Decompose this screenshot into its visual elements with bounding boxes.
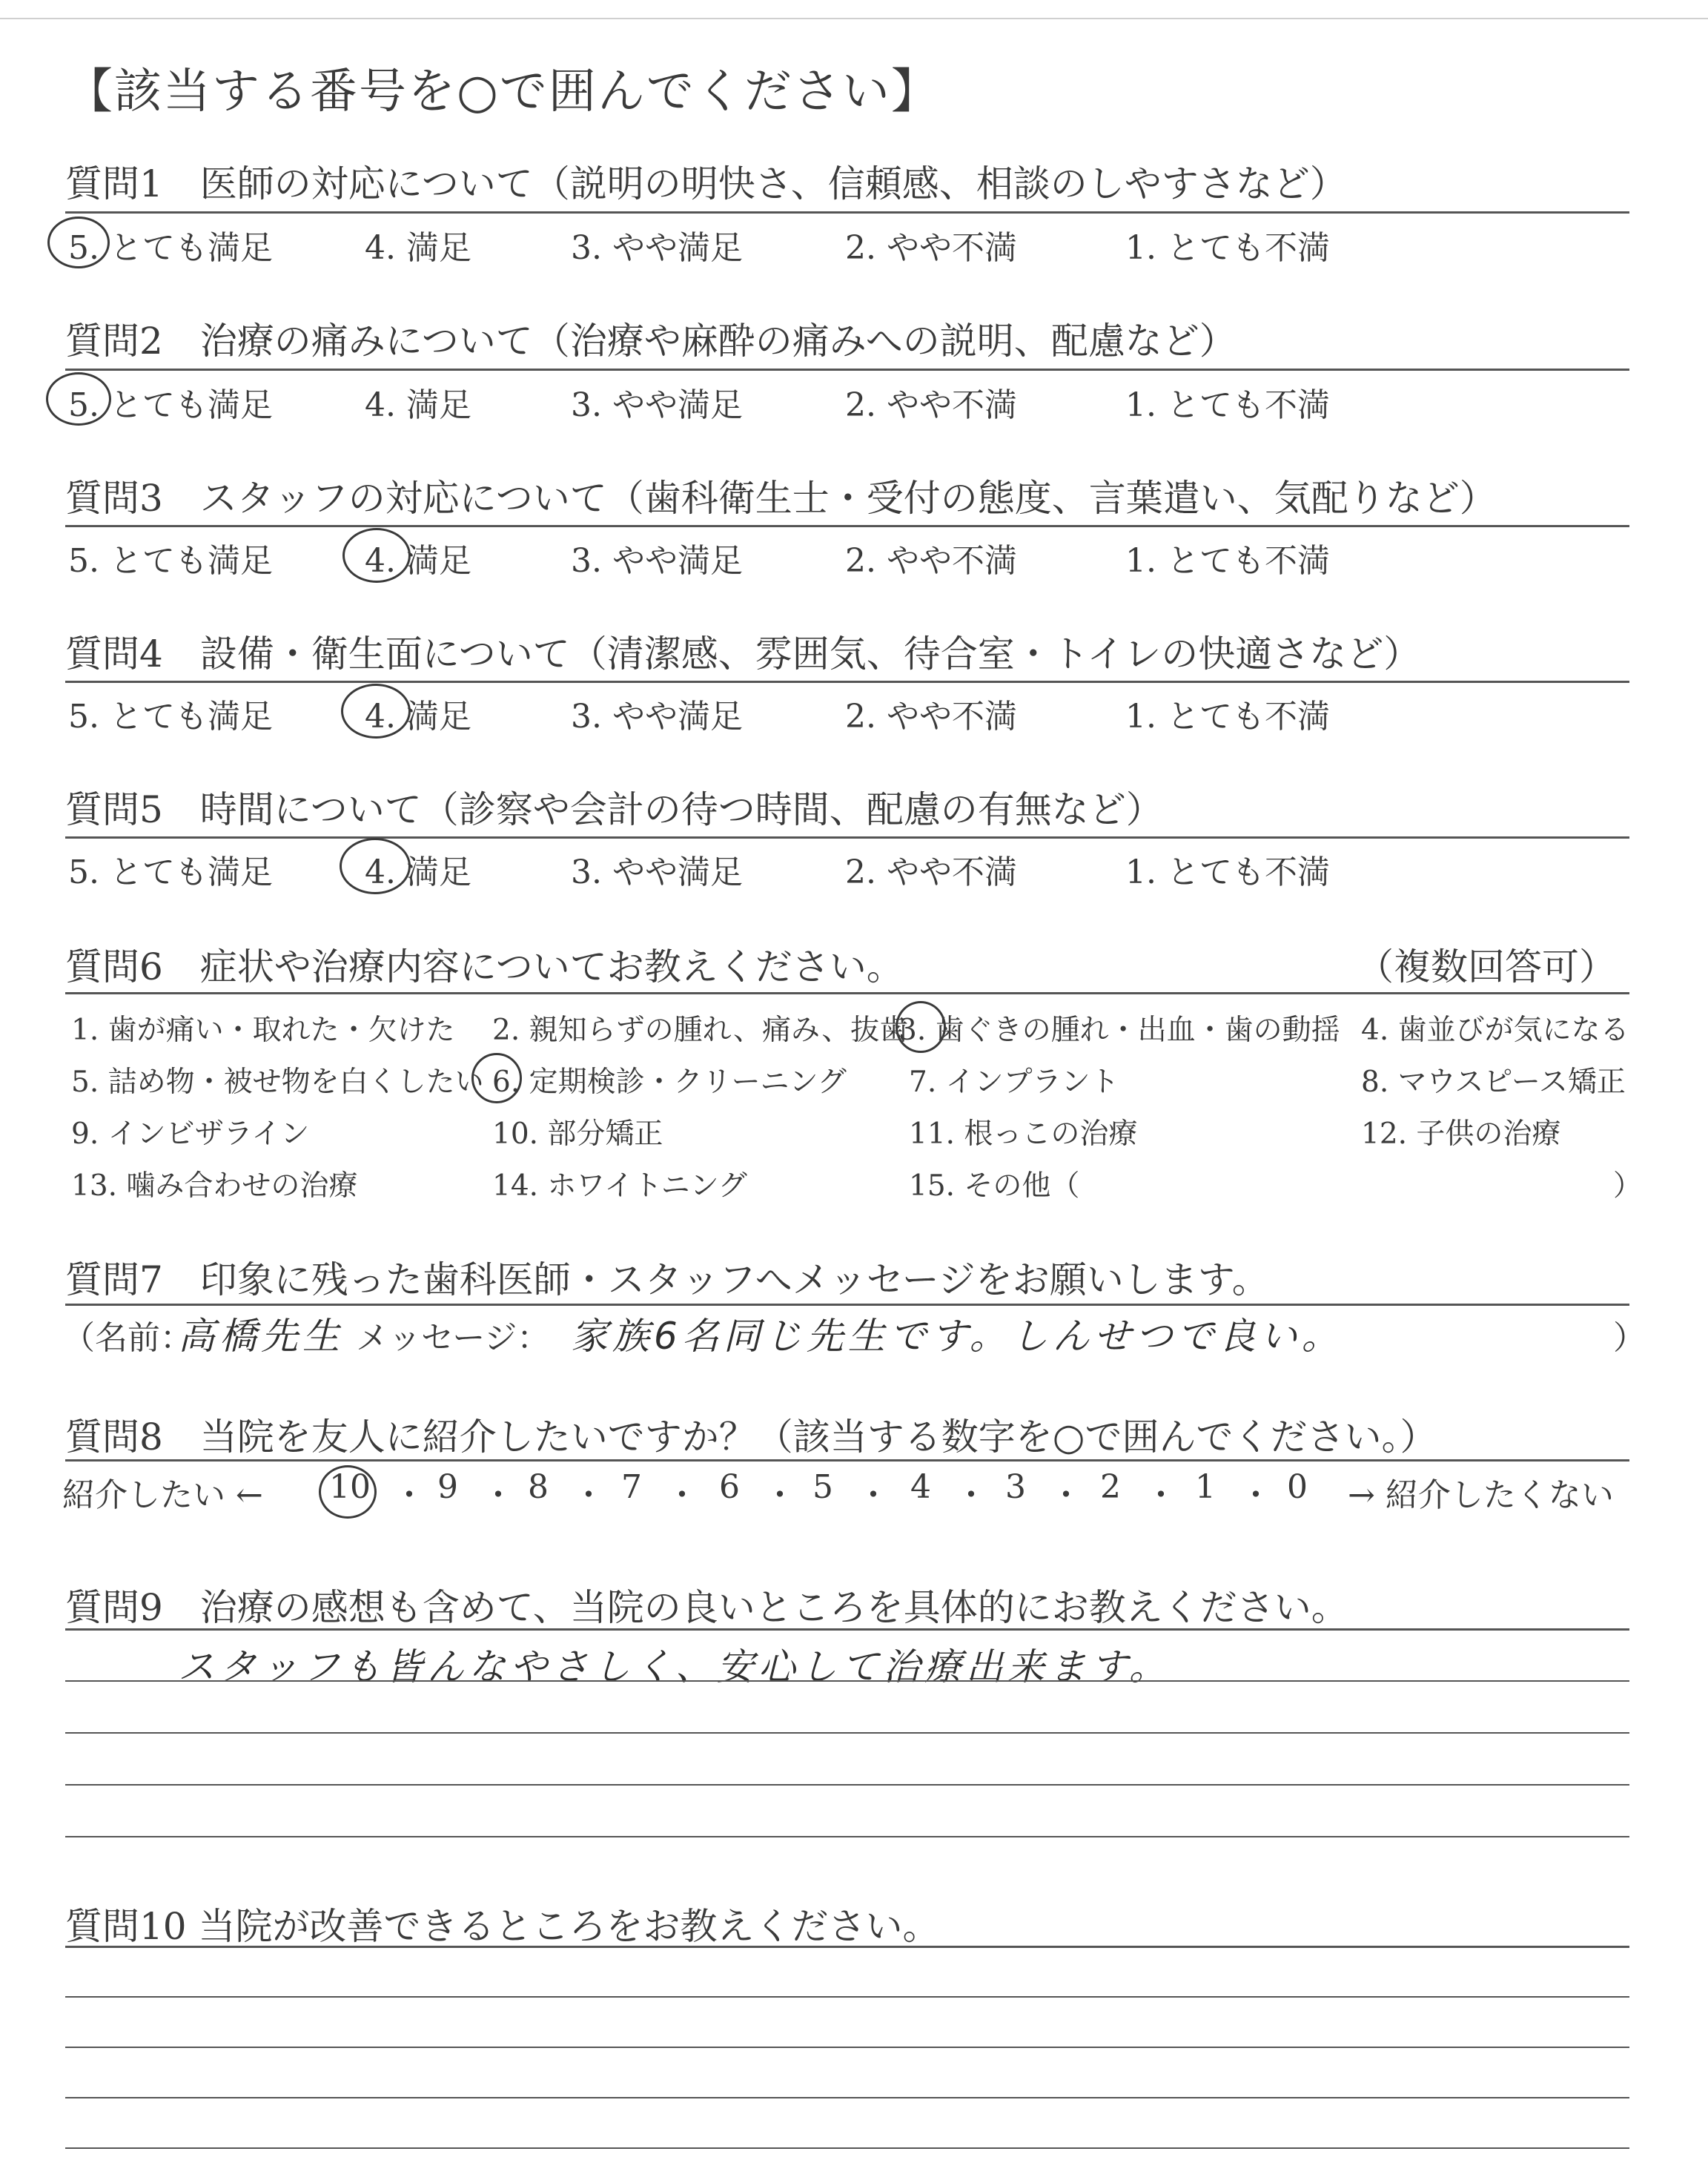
question-1-title: 質問1 医師の対応について（説明の明快さ、信頼感、相談のしやすさなど） <box>65 162 1347 205</box>
q6-selection-circle-6 <box>471 1053 522 1103</box>
q6-item-15[interactable]: 15. その他（ <box>909 1169 1080 1203</box>
q8-scale-1[interactable]: 1 <box>1195 1468 1216 1506</box>
question-3-rule <box>65 525 1629 527</box>
q4-option-1[interactable]: 1. とても不満 <box>1125 698 1330 736</box>
q5-option-1[interactable]: 1. とても不満 <box>1125 853 1330 891</box>
q8-scale-10[interactable]: 10 <box>329 1468 371 1506</box>
question-2-rule <box>65 369 1629 371</box>
q4-selection-circle <box>341 684 411 739</box>
q3-option-4[interactable]: 4. 満足 <box>365 542 471 580</box>
page-top-edge <box>0 0 1708 19</box>
q4-option-3[interactable]: 3. やや満足 <box>571 698 743 736</box>
q6-item-14[interactable]: 14. ホワイトニング <box>492 1169 747 1203</box>
question-2-title: 質問2 治療の痛みについて（治療や麻酔の痛みへの説明、配慮など） <box>65 320 1237 363</box>
question-6-title: 質問6 症状や治療内容についてお教えください。 <box>65 945 904 988</box>
question-5-title: 質問5 時間について（診察や会計の待つ時間、配慮の有無など） <box>65 788 1163 831</box>
q8-scale-4[interactable]: 4 <box>910 1468 931 1506</box>
question-7-title: 質問7 印象に残った歯科医師・スタッフへメッセージをお願いします。 <box>65 1258 1269 1301</box>
q4-option-2[interactable]: 2. やや不満 <box>845 698 1017 736</box>
question-8-title: 質問8 当院を友人に紹介したいですか？（該当する数字を○で囲んでください。） <box>65 1416 1437 1459</box>
q10-answer-line <box>65 2097 1629 2098</box>
q2-option-3[interactable]: 3. やや満足 <box>571 386 743 424</box>
question-4-title: 質問4 設備・衛生面について（清潔感、雰囲気、待合室・トイレの快適さなど） <box>65 633 1421 676</box>
question-6-note: （複数回答可） <box>1357 945 1616 988</box>
q8-separator: ・ <box>666 1476 698 1514</box>
q8-separator: ・ <box>1239 1476 1272 1514</box>
q8-scale-8[interactable]: 8 <box>528 1468 549 1506</box>
q8-separator: ・ <box>764 1476 796 1514</box>
q6-item-13[interactable]: 13. 噛み合わせの治療 <box>71 1169 358 1203</box>
q8-scale-0[interactable]: 0 <box>1287 1468 1308 1506</box>
q2-selection-circle <box>46 372 111 426</box>
q9-answer-line <box>65 1836 1629 1837</box>
q1-selection-circle <box>47 217 110 268</box>
q3-option-1[interactable]: 1. とても不満 <box>1125 542 1330 580</box>
q1-option-3[interactable]: 3. やや満足 <box>571 229 743 267</box>
instruction-header: 【該当する番号を○で囲んでください】 <box>65 65 940 119</box>
q7-close-paren: ） <box>1613 1319 1646 1357</box>
q1-option-4[interactable]: 4. 満足 <box>365 229 471 267</box>
q9-answer-handwritten[interactable]: スタッフも皆んなやさしく、安心して治療出来ます。 <box>178 1645 1171 1688</box>
question-9-rule <box>65 1628 1629 1631</box>
q7-message-handwritten[interactable]: 家族6名同じ先生です。しんせつで良い。 <box>571 1315 1343 1358</box>
q8-separator: ・ <box>1050 1476 1082 1514</box>
q7-message-label: メッセージ： <box>356 1319 550 1357</box>
q2-option-4[interactable]: 4. 満足 <box>365 386 471 424</box>
q10-answer-line <box>65 1996 1629 1998</box>
q6-item-6[interactable]: 6. 定期検診・クリーニング <box>492 1066 847 1099</box>
q1-option-5[interactable]: 5. とても満足 <box>68 229 273 267</box>
question-10-rule <box>65 1946 1629 1948</box>
q7-name-handwritten[interactable]: 高橋先生 <box>178 1315 344 1358</box>
q8-scale-5[interactable]: 5 <box>812 1468 833 1506</box>
q8-separator: ・ <box>572 1476 605 1514</box>
question-3-title: 質問3 スタッフの対応について（歯科衛生士・受付の態度、言葉遣い、気配りなど） <box>65 477 1497 520</box>
q9-answer-line <box>65 1732 1629 1734</box>
q3-selection-circle <box>342 528 411 583</box>
q6-item-4[interactable]: 4. 歯並びが気になる <box>1361 1014 1629 1047</box>
q9-answer-line <box>65 1680 1629 1682</box>
q8-scale-2[interactable]: 2 <box>1100 1468 1121 1506</box>
q5-selection-circle <box>340 838 411 894</box>
q8-separator: ・ <box>955 1476 987 1514</box>
q6-item-5[interactable]: 5. 詰め物・被せ物を白くしたい <box>71 1066 484 1099</box>
q6-item-9[interactable]: 9. インビザライン <box>71 1117 310 1151</box>
q6-item-15-close: ） <box>1613 1169 1643 1203</box>
q6-item-11[interactable]: 11. 根っこの治療 <box>909 1117 1138 1151</box>
q1-option-2[interactable]: 2. やや不満 <box>845 229 1017 267</box>
q5-option-5[interactable]: 5. とても満足 <box>68 853 273 891</box>
q2-option-5[interactable]: 5. とても満足 <box>68 386 273 424</box>
q6-item-8[interactable]: 8. マウスピース矯正 <box>1361 1066 1626 1099</box>
q2-option-1[interactable]: 1. とても不満 <box>1125 386 1330 424</box>
q6-item-10[interactable]: 10. 部分矯正 <box>492 1117 663 1151</box>
q4-option-4[interactable]: 4. 満足 <box>365 698 471 736</box>
question-1-rule <box>65 211 1629 214</box>
q8-right-label: → 紹介したくない <box>1348 1476 1614 1514</box>
q3-option-3[interactable]: 3. やや満足 <box>571 542 743 580</box>
q10-answer-line <box>65 2047 1629 2048</box>
q5-option-4[interactable]: 4. 満足 <box>365 853 471 891</box>
q1-option-1[interactable]: 1. とても不満 <box>1125 229 1330 267</box>
q5-option-2[interactable]: 2. やや不満 <box>845 853 1017 891</box>
q8-scale-9[interactable]: 9 <box>437 1468 458 1506</box>
q6-item-3[interactable]: 3. 歯ぐきの腫れ・出血・歯の動揺 <box>898 1014 1340 1047</box>
q8-scale-6[interactable]: 6 <box>719 1468 740 1506</box>
q3-option-2[interactable]: 2. やや不満 <box>845 542 1017 580</box>
q9-answer-line <box>65 1784 1629 1786</box>
question-6-rule <box>65 992 1629 994</box>
q10-answer-line <box>65 2147 1629 2149</box>
q8-separator: ・ <box>482 1476 514 1514</box>
q8-separator: ・ <box>1145 1476 1177 1514</box>
q6-item-2[interactable]: 2. 親知らずの腫れ、痛み、抜歯 <box>492 1014 909 1047</box>
question-8-rule <box>65 1459 1629 1462</box>
question-4-rule <box>65 681 1629 683</box>
q4-option-5[interactable]: 5. とても満足 <box>68 698 273 736</box>
q6-selection-circle-3 <box>896 1001 946 1053</box>
q8-selection-circle <box>319 1465 377 1519</box>
q6-item-1[interactable]: 1. 歯が痛い・取れた・欠けた <box>71 1014 455 1047</box>
q6-item-7[interactable]: 7. インプラント <box>909 1066 1119 1099</box>
q7-name-label: （名前： <box>62 1319 193 1357</box>
q6-item-12[interactable]: 12. 子供の治療 <box>1361 1117 1561 1151</box>
q8-separator: ・ <box>393 1476 426 1514</box>
q8-left-label: 紹介したい ← <box>62 1476 263 1514</box>
q2-option-2[interactable]: 2. やや不満 <box>845 386 1017 424</box>
q8-separator: ・ <box>857 1476 890 1514</box>
question-7-rule <box>65 1304 1629 1306</box>
q5-option-3[interactable]: 3. やや満足 <box>571 853 743 891</box>
question-10-title: 質問10 当院が改善できるところをお教えください。 <box>65 1905 940 1948</box>
q8-scale-7[interactable]: 7 <box>621 1468 642 1506</box>
q3-option-5[interactable]: 5. とても満足 <box>68 542 273 580</box>
question-9-title: 質問9 治療の感想も含めて、当院の良いところを具体的にお教えください。 <box>65 1586 1348 1629</box>
q8-scale-3[interactable]: 3 <box>1005 1468 1026 1506</box>
question-5-rule <box>65 836 1629 839</box>
